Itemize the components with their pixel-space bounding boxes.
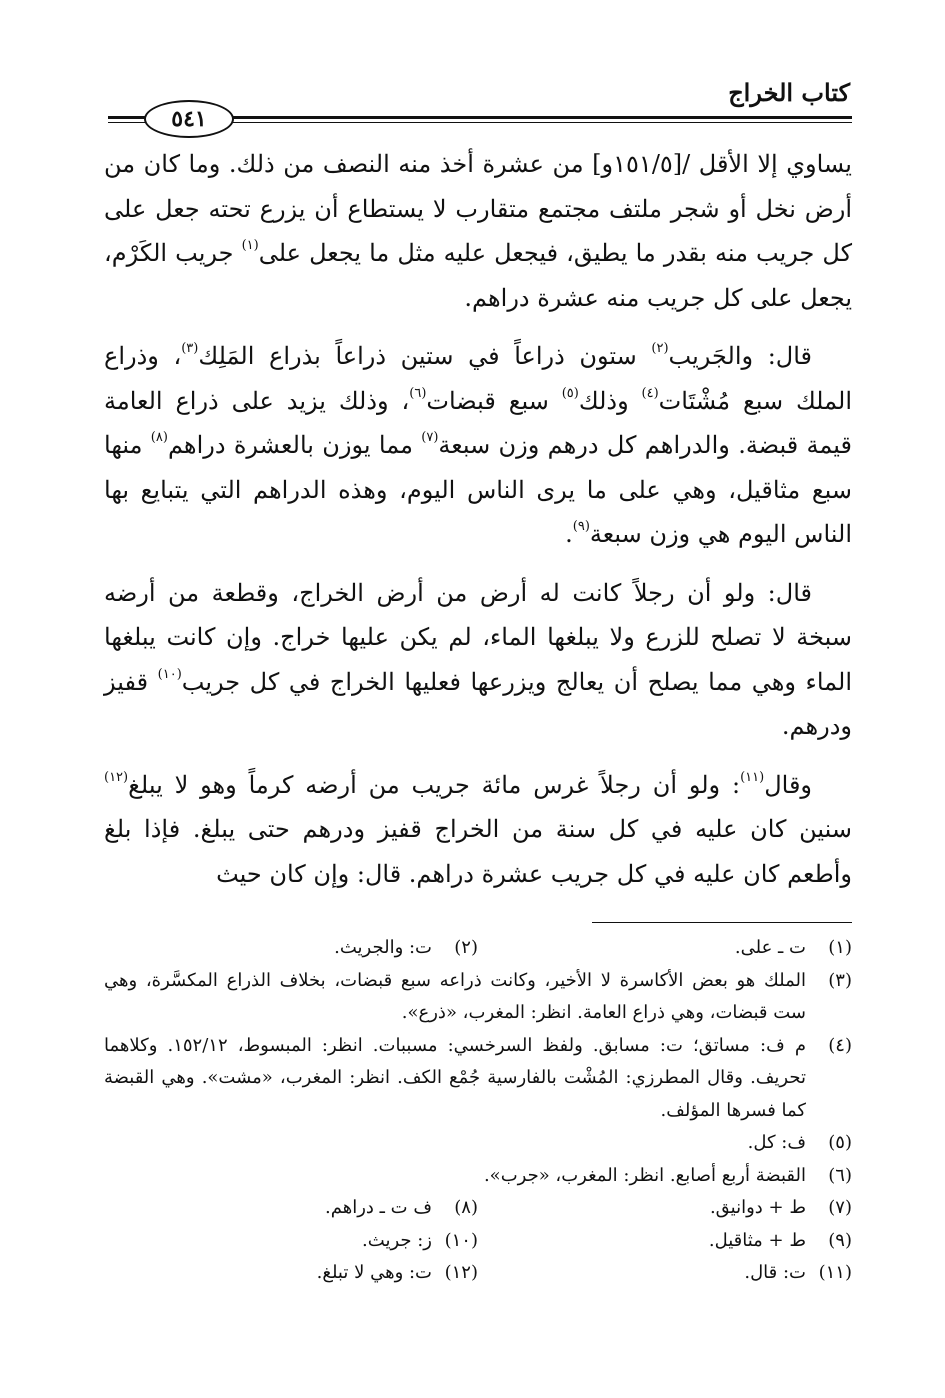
footnote-number: (٦) [828,1164,852,1186]
footnote-number: (١١) [818,1262,852,1283]
footnote-number: (٩) [828,1229,852,1251]
footnote-5 [104,1127,852,1160]
footnote-number: (١٢) [444,1262,478,1283]
footnote-2 [104,932,478,965]
footnote-ref: (٦) [409,385,427,401]
page-number: ٥٤١ [144,100,234,138]
text-run: قال: والجَريب [668,342,813,370]
paragraph-2 [104,334,852,557]
footnote-number: (١٠) [444,1229,478,1251]
footnote-11 [478,1257,852,1290]
footnote-text: ت ـ على. [734,937,806,958]
footnote-ref: (٤) [641,385,659,401]
footnote-row [104,932,852,965]
footnote-number: (٧) [828,1197,852,1218]
footnote-text: ف: كل. [747,1132,806,1153]
paragraph-4 [104,763,852,897]
footnote-number: (٢) [454,937,478,958]
main-text [104,142,852,910]
text-run: : ولو أن رجلاً غرس مائة جريب من أرضه كرماً وهو لا يبلغ [128,770,741,799]
text-run: . [565,520,573,548]
footnote-ref: (٥) [561,385,579,401]
text-run: وقال [764,770,812,799]
footnote-row [104,1257,852,1290]
footnote-text: ت: وهي لا تبلغ. [316,1262,432,1283]
footnote-row [104,1192,852,1225]
footnote-number: (٥) [828,1132,852,1153]
footnote-8 [104,1192,478,1225]
footnote-text: الملك هو بعض الأكاسرة لا الأخير، وكانت ذراعه سبع قبضات، بخلاف الذراع المكسَّرة، وهي ست قبضات، وهي ذراع العامة. انظر: المغرب، «ذرع». [104,969,806,1023]
footnote-text: م ف: مساتق؛ ت: مسابق. ولفظ السرخسي: مسببات. انظر: المبسوط، ١٥٢/١٢. وكلاهما تحريف. وقال المطرزي: المُشْت بالفارسية جُمْع الكف. انظر: المغرب، «مشت». وهي القبضة كما فسرها المؤلف. [104,1034,806,1121]
footnote-ref: (٨) [150,430,168,445]
footnote-ref: (٢) [651,341,669,356]
text-run: ، وذراع الملك سبع مُشْتَات [104,342,852,415]
footnote-12 [104,1257,478,1290]
footnote-text: القبضة أربع أصابع. انظر: المغرب، «جرب». [483,1164,806,1186]
footnote-ref: (٣) [181,341,199,356]
footnotes [104,932,852,1290]
footnote-number: (٣) [828,969,852,991]
footnote-9 [478,1225,852,1258]
paragraph-1 [104,142,852,320]
text-run: ستون ذراعاً في ستين ذراعاً بذراع المَلِك [198,342,652,370]
text-run: جريب الكَرْم، يجعل على كل جريب منه عشرة دراهم. [104,239,852,312]
footnote-ref: (١٢) [104,769,129,785]
footnote-ref: (١١) [740,769,765,785]
footnote-ref: (٩) [572,519,590,534]
footnote-6 [104,1160,852,1193]
footnote-text: ت: قال. [744,1262,806,1283]
text-run: منها سبع مثاقيل، وهي على ما يرى الناس اليوم، وهذه الدراهم التي يتبايع بها الناس اليوم هي وزن سبعة [104,431,852,548]
footnote-10 [104,1225,478,1258]
footnote-7 [478,1192,852,1225]
footnote-separator [592,922,852,923]
footnote-4 [104,1030,852,1128]
footnote-number: (١) [828,937,852,958]
text-run: مما يوزن بالعشرة دراهم [167,431,422,459]
footnote-row [104,1225,852,1258]
footnote-ref: (٧) [421,430,439,445]
text-run: قفيز ودرهم. [104,667,852,740]
running-title: كتاب الخراج [728,78,850,107]
footnote-ref: (١) [241,238,259,253]
footnote-number: (٨) [454,1197,478,1218]
text-run: سنين كان عليه في كل سنة من الخراج قفيز ودرهم حتى يبلغ. فإذا بلغ وأطعم كان عليه في كل جريب عشرة دراهم. قال: وإن كان حيث [104,815,852,888]
paragraph-3 [104,571,852,749]
text-run: قال: ولو أن رجلاً كانت له أرض من أرض الخراج، وقطعة من أرضه سبخة لا تصلح للزرع ولا يبلغها الماء، لم يكن عليها خراج. وإن كانت يبلغها الماء وهي مما يصلح أن يعالج ويزرعها فعليها الخراج في كل جريب [104,578,853,696]
text-run: وذلك [578,386,642,415]
footnote-number: (٤) [828,1034,852,1056]
footnote-ref: (١٠) [157,666,182,682]
footnote-text: ز: جريث. [362,1229,432,1251]
text-run: سبع قبضات [426,386,562,415]
footnote-text: ت: والجريث. [334,937,432,958]
page-header [108,70,852,130]
footnote-1 [478,932,852,965]
footnote-3 [104,965,852,1030]
footnote-text: ف ت ـ دراهم. [325,1197,432,1218]
footnote-text: ط + دوانيق. [709,1197,806,1218]
text-run: ، وذلك يزيد على ذراع العامة قيمة قبضة. والدراهم كل درهم وزن سبعة [104,386,852,459]
footnote-text: ط + مثاقيل. [708,1229,806,1251]
text-run: يساوي إلا الأقل /[١٥١/٥و] من عشرة أخذ منه النصف من ذلك. وما كان من أرض نخل أو شجر ملتف مجتمع متقارب لا يستطاع أن يزرع تحته جعل على كل جريب منه بقدر ما يطيق، فيجعل عليه مثل ما يجعل على [104,150,853,267]
